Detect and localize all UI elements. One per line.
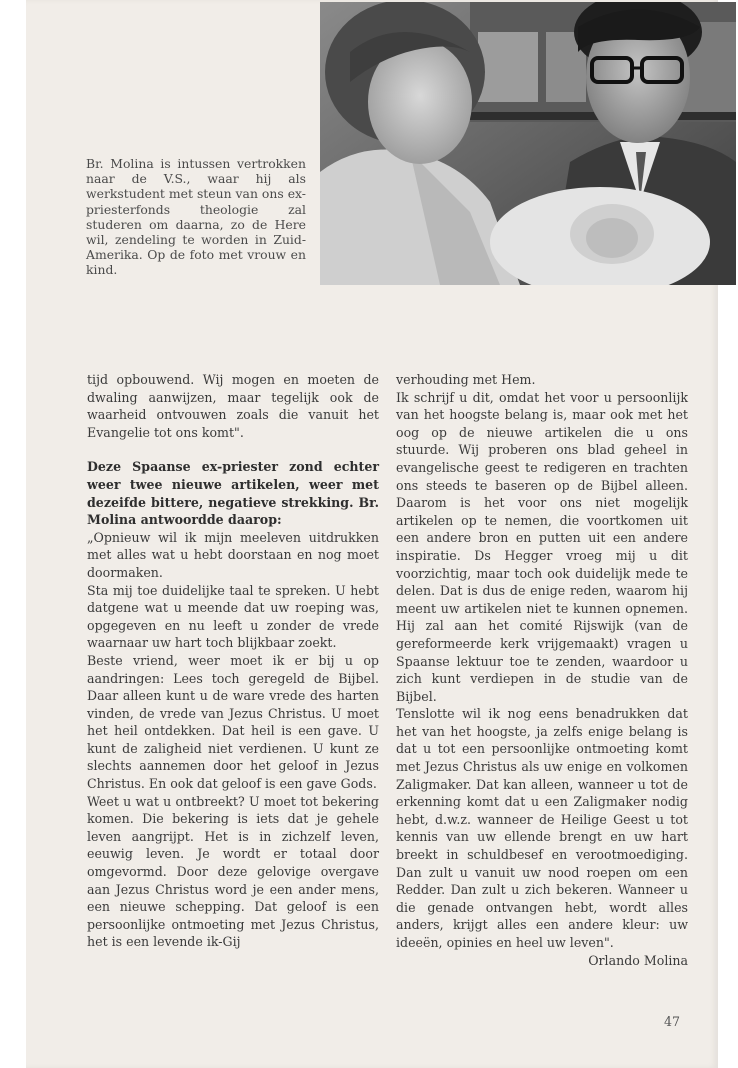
page-number: 47: [663, 1014, 680, 1029]
paragraph: Ik schrijf u dit, omdat het voor u persoonlijk van het hoogste belang is, maar ook met het oog op de nieuwe artikelen die u ons stuurde. Wij proberen ons blad geheel in evangelische geest te redigeren en trachten ons steeds te baseren op de Bijbel alleen. Daarom is het voor ons niet mogelijk artikelen op te nemen, die voortkomen uit een andere bron en putten uit een andere inspiratie. Ds Hegger vroeg mij u dit voorzichtig, maar toch ook duidelijk mede te delen. Dat is dus de enige reden, waarom hij meent uw artikelen niet te kunnen opnemen. Hij zal aan het comité Rijswijk (van de gereformeerde kerk vrijgemaakt) vragen u Spaanse lektuur toe te zenden, waardoor u zich kunt verdiepen in de studie van de Bijbel.: [396, 389, 688, 704]
photo-molina-family: [320, 2, 736, 285]
signature: Orlando Molina: [588, 952, 688, 968]
photo-caption: Br. Molina is intussen vertrokken naar de V.S., waar hij als werkstudent met steun van ons ex-priesterfonds theologie zal studeren om daarna, zo de Here wil, zendeling te worden in Zuid-Amerika. Op de foto met vrouw en kind.: [86, 156, 306, 278]
paragraph: Weet u wat u ontbreekt? U moet tot bekering komen. Die bekering is iets dat je gehele leven aangrijpt. Het is in zichzelf leven, eeuwig leven. Je wordt er totaal door omgevormd. Door deze gelovige overgave aan Jezus Christus word je een ander mens, een nieuwe schepping. Dat geloof is een persoonlijke ontmoeting met Jezus Christus, het is een levende ik-Gij: [87, 793, 379, 950]
paragraph: verhouding met Hem.: [396, 372, 536, 387]
text-column-right: [396, 371, 688, 969]
paragraph: Beste vriend, weer moet ik er bij u op aandringen: Lees toch geregeld de Bijbel. Daar alleen kunt u de ware vrede des harten vinden, de vrede van Jezus Christus. U moet het heil ontdekken. Dat heil is een gave. U kunt de zaligheid niet verdienen. U kunt ze slechts aannemen door het geloof in Jezus Christus. En ook dat geloof is een gave Gods.: [87, 652, 379, 792]
page: [26, 0, 718, 1068]
paragraph: tijd opbouwend. Wij mogen en moeten de dwaling aanwijzen, maar tegelijk ook de waarheid ontvouwen zoals die vanuit het Evangelie tot ons komt".: [87, 372, 379, 440]
paragraph: Sta mij toe duidelijke taal te spreken. U hebt datgene wat u meende dat uw roeping was, opgegeven en nu leeft u zonder de vrede waarnaar uw hart toch blijkbaar zoekt.: [87, 582, 379, 651]
text-column-left: [87, 371, 379, 951]
paragraph: „Opnieuw wil ik mijn meeleven uitdrukken met alles wat u hebt doorstaan en nog moet doormaken.: [87, 529, 379, 580]
paragraph-intro-bold: Deze Spaanse ex-priester zond echter weer twee nieuwe artikelen, weer met dezeifde bittere, negatieve strekking. Br. Molina antwoordde daarop:: [87, 459, 379, 528]
paragraph: Tenslotte wil ik nog eens benadrukken dat het van het hoogste, ja zelfs enige belang is dat u tot een persoonlijke ontmoeting komt met Jezus Christus als uw enige en volkomen Zaligmaker. Dat kan alleen, wanneer u tot de erkenning komt dat u een Zaligmaker nodig hebt, d.w.z. wanneer de Heilige Geest u tot kennis van uw ellende brengt en uw hart breekt in schuldbesef en verootmoediging. Dan zult u vanuit uw nood roepen om een Redder. Dan zult u zich bekeren. Wanneer u die genade ontvangen hebt, wordt alles anders, krijgt alles een andere kleur: uw ideeën, opinies en heel uw leven".: [396, 706, 688, 950]
